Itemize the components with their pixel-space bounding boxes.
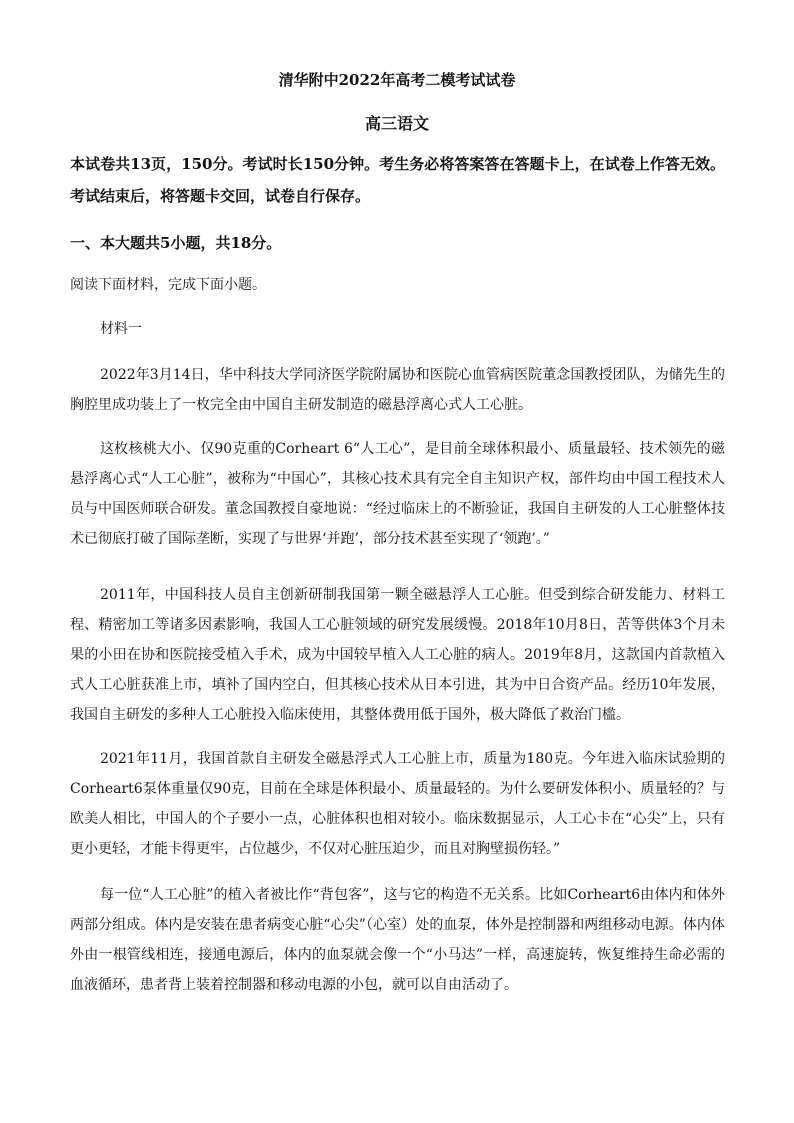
- paragraph-3: 2011年，中国科技人员自主创新研制我国第一颗全磁悬浮人工心脏。但受到综合研发能力、材料工程、精密加工等诸多因素影响，我国人工心脏领域的研究发展缓慢。2018年10月8日，苦等供体3个月未果的小田在协和医院接受植入手术，成为中国较早植入人工心脏的病人。2019年8月，这款国内首款植入式人工心脏获准上市，填补了国内空白，但其核心技术从日本引进，其为中日合资产品。经历10年发展，我国自主研发的多种人工心脏投入临床使用，其整体费用低于国外，极大降低了救治门槛。: [70, 587, 725, 723]
- paragraph-4: 2021年11月，我国首款自主研发全磁悬浮式人工心脏上市，质量为180克。今年进入临床试验期的Corheart6泵体重量仅90克，目前在全球是体积最小、质量最轻的。为什么要研发体积小、质量轻的？与欧美人相比，中国人的个子要小一点，心脏体积也相对较小。临床数据显示，人工心卡在“心尖”上，只有更小更轻，才能卡得更牢，占位越少，不仅对心脏压迫少，而且对胸壁损伤轻。”: [70, 751, 725, 857]
- reading-prompt: 阅读下面材料，完成下面小题。: [70, 277, 266, 293]
- exam-title: 清华附中2022年高考二模考试试卷: [278, 71, 516, 89]
- paragraph-1: 2022年3月14日，华中科技大学同济医学院附属协和医院心血管病医院董念国教授团队，为储先生的胸腔里成功装上了一枚完全由中国自主研发制造的磁悬浮离心式人工心脏。: [70, 367, 725, 413]
- material-label: 材料一: [100, 321, 142, 337]
- exam-subject: 高三语文: [364, 114, 429, 133]
- paragraph-5: 每一位“人工心脏”的植入者被比作“背包客”，这与它的构造不无关系。比如Corheart6由体内和体外两部分组成。体内是安装在患者病变心脏“心尖”（心室）处的血泵，体外是控制器和两组移动电源。体内体外由一根管线相连，接通电源后，体内的血泵就会像一个“小马达”一样，高速旋转，恢复维持生命必需的血液循环，患者背上装着控制器和移动电源的小包，就可以自由活动了。: [70, 887, 725, 993]
- paragraph-2: 这枚核桃大小、仅90克重的Corheart 6“人工心”，是目前全球体积最小、质量最轻、技术领先的磁悬浮离心式“人工心脏”，被称为“中国心”，其核心技术具有完全自主知识产权，部件均由中国工程技术人员与中国医师联合研发。董念国教授自豪地说：“经过临床上的不断验证，我国自主研发的人工心脏整体技术已彻底打破了国际垄断，实现了与世界‘并跑’，部分技术甚至实现了‘领跑’。”: [70, 441, 725, 547]
- section-heading: 一、本大题共5小题，共18分。: [70, 234, 282, 252]
- exam-instructions: 本试卷共13页，150分。考试时长150分钟。考生务必将答案答在答题卡上，在试卷上作答无效。考试结束后，将答题卡交回，试卷自行保存。: [70, 155, 725, 205]
